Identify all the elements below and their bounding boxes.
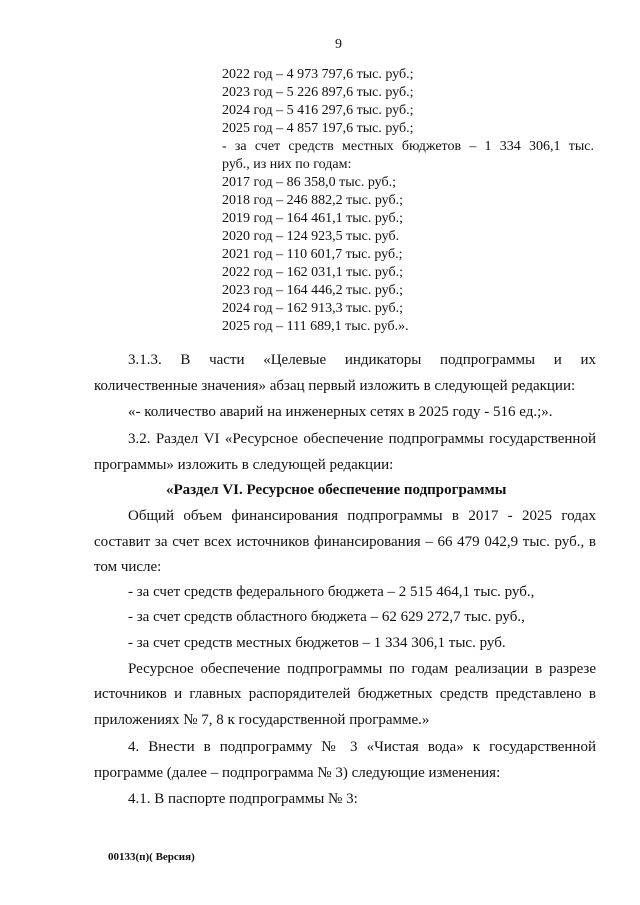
resource-paragraph-cont: приложениях № 7, 8 к государственной программе.» bbox=[94, 712, 430, 728]
local-budget-line: 2018 год – 246 882,2 тыс. руб.; bbox=[222, 193, 403, 208]
local-budget-intro-cont: руб., из них по годам: bbox=[222, 157, 352, 172]
funding-paragraph-cont: составит за счет всех источников финансирования – 66 479 042,9 тыс. руб., в bbox=[94, 534, 596, 550]
source-local: - за счет средств местных бюджетов – 1 334 306,1 тыс. руб. bbox=[128, 635, 506, 651]
paragraph-4-1: 4.1. В паспорте подпрограммы № 3: bbox=[128, 791, 358, 807]
funding-paragraph: Общий объем финансирования подпрограммы в 2017 - 2025 годах bbox=[128, 508, 596, 524]
source-federal: - за счет средств федерального бюджета – 2 515 464,1 тыс. руб., bbox=[128, 584, 535, 600]
paragraph-3-1-3: 3.1.3. В части «Целевые индикаторы подпрограммы и их bbox=[128, 352, 596, 368]
paragraph-4-cont: программе (далее – подпрограмма № 3) следующие изменения: bbox=[94, 765, 501, 781]
paragraph-3-2: 3.2. Раздел VI «Ресурсное обеспечение подпрограммы государственной bbox=[128, 431, 596, 447]
local-budget-line: 2019 год – 164 461,1 тыс. руб.; bbox=[222, 211, 403, 226]
footer-code: 00133(п)( Версия) bbox=[108, 851, 195, 863]
local-budget-line: 2021 год – 110 601,7 тыс. руб.; bbox=[222, 247, 403, 262]
budget-line: 2025 год – 4 857 197,6 тыс. руб.; bbox=[222, 121, 414, 136]
paragraph-3-2-cont: программы» изложить в следующей редакции: bbox=[94, 457, 394, 473]
page-number: 9 bbox=[335, 37, 342, 52]
source-regional: - за счет средств областного бюджета – 62 629 272,7 тыс. руб., bbox=[128, 609, 525, 625]
budget-line: 2022 год – 4 973 797,6 тыс. руб.; bbox=[222, 67, 414, 82]
resource-paragraph-cont: источников и главных распорядителей бюджетных средств представлено в bbox=[94, 686, 596, 702]
local-budget-line: 2025 год – 111 689,1 тыс. руб.». bbox=[222, 319, 409, 334]
paragraph-3-1-3-cont: количественные значения» абзац первый изложить в следующей редакции: bbox=[94, 378, 576, 394]
resource-paragraph: Ресурсное обеспечение подпрограммы по годам реализации в разрезе bbox=[128, 661, 596, 677]
local-budget-line: 2023 год – 164 446,2 тыс. руб.; bbox=[222, 283, 403, 298]
paragraph-4: 4. Внести в подпрограмму № 3 «Чистая вода» к государственной bbox=[128, 739, 596, 755]
local-budget-intro: - за счет средств местных бюджетов – 1 334 306,1 тыс. bbox=[222, 139, 594, 154]
local-budget-line: 2017 год – 86 358,0 тыс. руб.; bbox=[222, 175, 396, 190]
local-budget-line: 2020 год – 124 923,5 тыс. руб. bbox=[222, 229, 400, 244]
local-budget-line: 2024 год – 162 913,3 тыс. руб.; bbox=[222, 301, 403, 316]
budget-line: 2024 год – 5 416 297,6 тыс. руб.; bbox=[222, 103, 414, 118]
funding-paragraph-cont: том числе: bbox=[94, 559, 162, 575]
paragraph-3-1-3-quote: «- количество аварий на инженерных сетях в 2025 году - 516 ед.;». bbox=[128, 404, 553, 420]
local-budget-line: 2022 год – 162 031,1 тыс. руб.; bbox=[222, 265, 403, 280]
budget-line: 2023 год – 5 226 897,6 тыс. руб.; bbox=[222, 85, 414, 100]
section-heading: «Раздел VI. Ресурсное обеспечение подпрограммы bbox=[166, 482, 507, 498]
